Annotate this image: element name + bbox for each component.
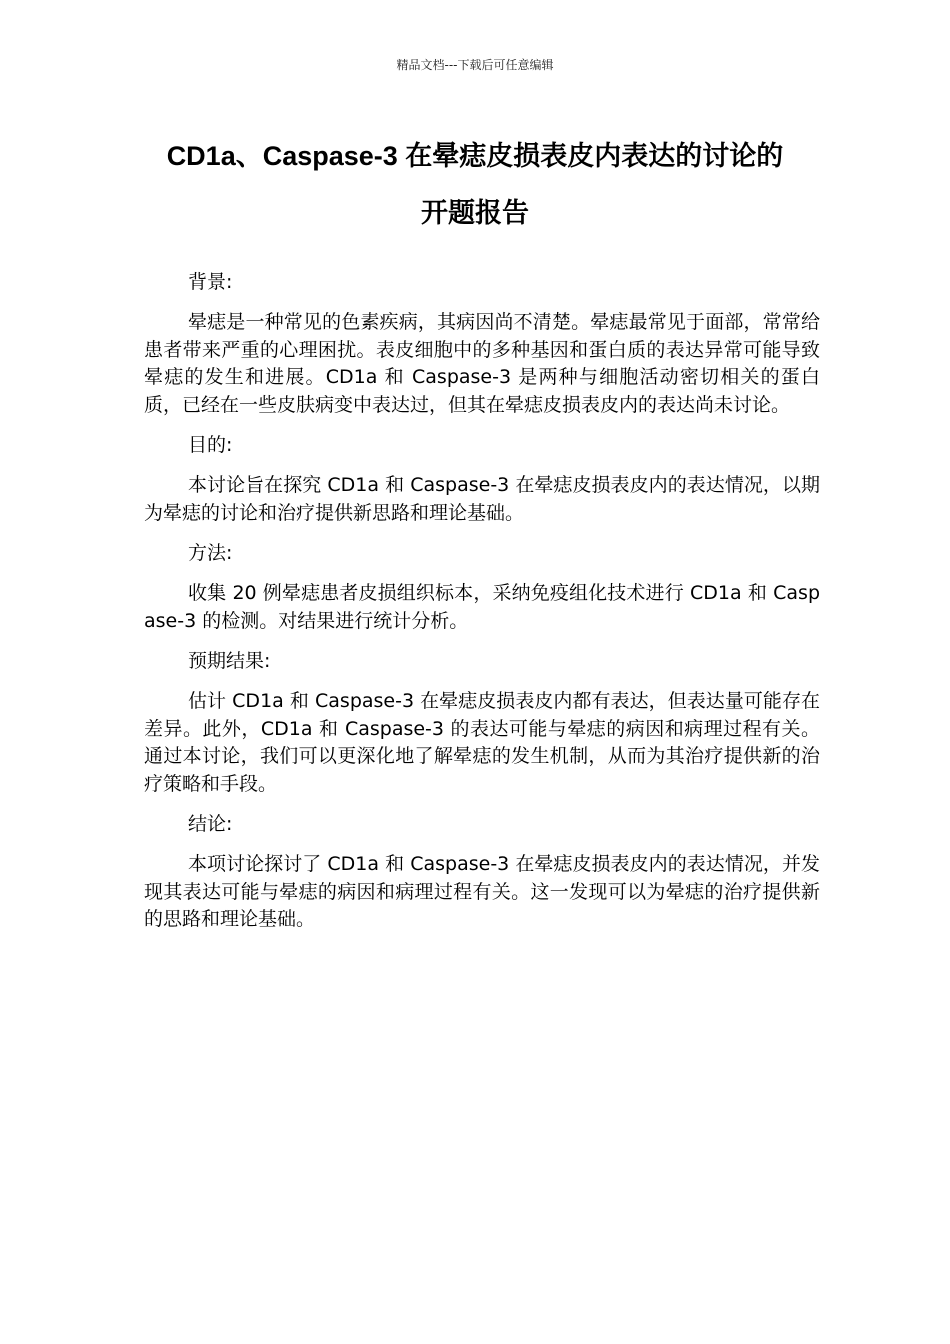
paragraph-methods: 收集 20 例晕痣患者皮损组织标本，采纳免疫组化技术进行 CD1a 和 Caspase-3 的检测。对结果进行统计分析。 — [144, 582, 820, 632]
section-heading-background: 背景: — [188, 271, 233, 293]
document-title-line-2: 开题报告 — [421, 198, 529, 228]
document-body — [144, 269, 820, 947]
paragraph-background: 晕痣是一种常见的色素疾病，其病因尚不清楚。晕痣最常见于面部，常常给患者带来严重的心理困扰。表皮细胞中的多种基因和蛋白质的表达异常可能导致晕痣的发生和进展。CD1a 和 Caspase-3 是两种与细胞活动密切相关的蛋白质，已经在一些皮肤病变中表达过，但其在晕痣皮损表皮内的表达尚未讨论。 — [144, 311, 820, 416]
paragraph-objective: 本讨论旨在探究 CD1a 和 Caspase-3 在晕痣皮损表皮内的表达情况，以期为晕痣的讨论和治疗提供新思路和理论基础。 — [144, 474, 820, 524]
paragraph-conclusion: 本项讨论探讨了 CD1a 和 Caspase-3 在晕痣皮损表皮内的表达情况，并发现其表达可能与晕痣的病因和病理过程有关。这一发现可以为晕痣的治疗提供新的思路和理论基础。 — [144, 853, 820, 930]
section-heading-methods: 方法: — [188, 542, 233, 564]
paragraph-expected-results: 估计 CD1a 和 Caspase-3 在晕痣皮损表皮内都有表达，但表达量可能存在差异。此外，CD1a 和 Caspase-3 的表达可能与晕痣的病因和病理过程有关。通过本讨论，我们可以更深化地了解晕痣的发生机制，从而为其治疗提供新的治疗策略和手段。 — [144, 690, 820, 795]
section-heading-conclusion: 结论: — [188, 813, 233, 835]
page-header: 精品文档---下载后可任意编辑 — [396, 58, 554, 72]
section-heading-expected-results: 预期结果: — [188, 650, 271, 672]
section-heading-objective: 目的: — [188, 434, 233, 456]
document-title-line-1: CD1a、Caspase-3 在晕痣皮损表皮内表达的讨论的 — [166, 141, 784, 171]
